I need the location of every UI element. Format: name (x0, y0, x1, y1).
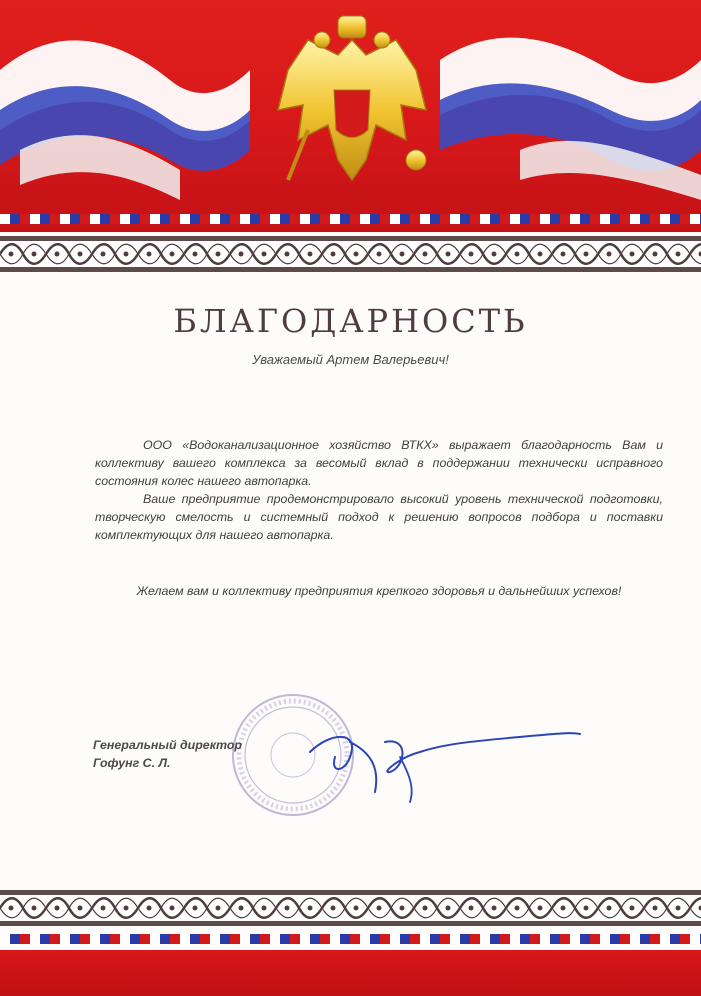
coat-of-arms-icon (268, 10, 436, 200)
closing-wish: Желаем вам и коллективу предприятия крепкого здоровья и дальнейших успехов! (136, 584, 622, 598)
signer-name: Гофунг С. Л. (93, 756, 171, 770)
signer-position: Генеральный директор (93, 738, 242, 752)
ornament-pattern-icon (0, 241, 701, 267)
paragraph: ООО «Водоканализационное хозяйство ВТКХ» выражает благодарность Вам и коллективу вашего комплекса за весомый вклад в поддержании технически исправного состояния колес нашего автопарка. (95, 438, 663, 488)
handwritten-signature (290, 712, 590, 812)
ornament-pattern-icon (0, 895, 701, 921)
letter-body (95, 436, 663, 544)
flag-stripe-top (0, 214, 701, 224)
ornament-border-bottom (0, 890, 701, 926)
paragraph: Ваше предприятие продемонстрировало высокий уровень технической подготовки, творческую смелость и системный подход к решению вопросов подбора и поставки комплектующих для нашего автопарка. (95, 492, 663, 542)
flag-stripe-bottom (0, 934, 701, 944)
footer-band (0, 950, 701, 996)
salutation: Уважаемый Артем Валерьевич! (252, 352, 449, 367)
ornament-border-top (0, 236, 701, 272)
document-title: БЛАГОДАРНОСТЬ (173, 302, 528, 340)
header-band (0, 0, 701, 232)
